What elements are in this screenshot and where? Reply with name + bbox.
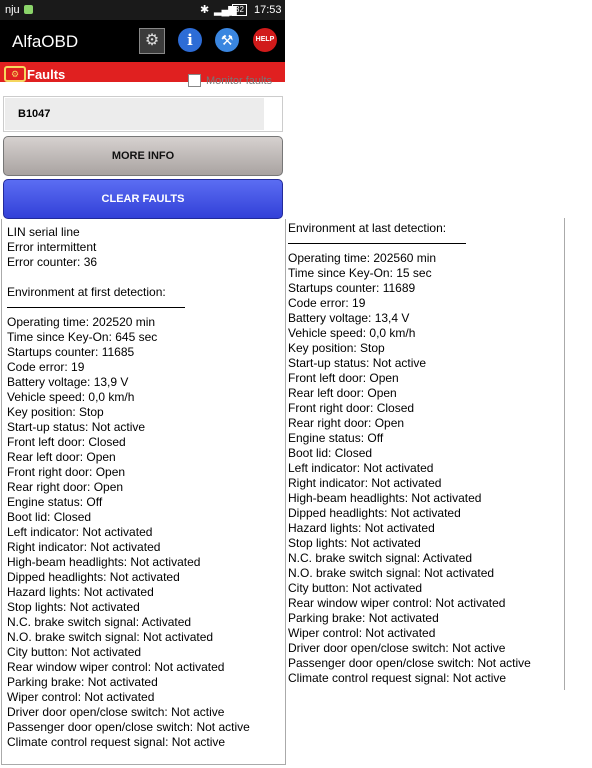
last-detection-text bbox=[288, 221, 531, 685]
intro-line: LIN serial line bbox=[7, 225, 80, 239]
env-line: Key position: Stop bbox=[288, 341, 385, 355]
env-line: Rear right door: Open bbox=[288, 416, 405, 430]
first-detection-panel[interactable] bbox=[1, 219, 286, 765]
env-line: N.O. brake switch signal: Not activated bbox=[7, 630, 214, 644]
env-line: Operating time: 202560 min bbox=[288, 251, 437, 265]
env-line: Wiper control: Not activated bbox=[288, 626, 436, 640]
env-line: Rear left door: Open bbox=[7, 450, 116, 464]
env-line: Vehicle speed: 0,0 km/h bbox=[288, 326, 416, 340]
env-line: Passenger door open/close switch: Not active bbox=[288, 656, 531, 670]
env-line: Time since Key-On: 645 sec bbox=[7, 330, 158, 344]
wrench-icon[interactable]: ⚒ bbox=[215, 28, 239, 52]
clear-faults-button[interactable]: CLEAR FAULTS bbox=[3, 179, 283, 219]
intro-line: Error intermittent bbox=[7, 240, 97, 254]
env-line: Rear left door: Open bbox=[288, 386, 397, 400]
env-line: Startups counter: 11685 bbox=[7, 345, 135, 359]
env-line: N.C. brake switch signal: Activated bbox=[7, 615, 192, 629]
more-info-button[interactable]: MORE INFO bbox=[3, 136, 283, 176]
env-line: Rear window wiper control: Not activated bbox=[7, 660, 225, 674]
first-detection-text bbox=[7, 225, 250, 749]
env-line: Stop lights: Not activated bbox=[7, 600, 140, 614]
first-env-title: Environment at first detection: bbox=[7, 285, 166, 299]
status-bar bbox=[0, 0, 285, 20]
env-line: Key position: Stop bbox=[7, 405, 104, 419]
faults-title: Faults bbox=[27, 67, 66, 82]
sim-icon bbox=[24, 5, 33, 14]
env-line: Front right door: Closed bbox=[288, 401, 415, 415]
app-bar bbox=[0, 20, 285, 62]
env-line: Climate control request signal: Not active bbox=[7, 735, 226, 749]
env-line: N.O. brake switch signal: Not activated bbox=[288, 566, 495, 580]
divider bbox=[7, 300, 250, 315]
env-line: Time since Key-On: 15 sec bbox=[288, 266, 432, 280]
clock: 17:53 bbox=[254, 4, 282, 16]
env-line: Front left door: Closed bbox=[7, 435, 126, 449]
env-line: Rear right door: Open bbox=[7, 480, 124, 494]
env-line: Stop lights: Not activated bbox=[288, 536, 421, 550]
env-line: Climate control request signal: Not active bbox=[288, 671, 507, 685]
env-line: Code error: 19 bbox=[7, 360, 85, 374]
env-line: Start-up status: Not active bbox=[7, 420, 146, 434]
env-line: Front right door: Open bbox=[7, 465, 126, 479]
env-line: Driver door open/close switch: Not active bbox=[7, 705, 225, 719]
env-line: Parking brake: Not activated bbox=[7, 675, 158, 689]
env-line: Right indicator: Not activated bbox=[7, 540, 161, 554]
env-line: Dipped headlights: Not activated bbox=[288, 506, 461, 520]
env-line: Boot lid: Closed bbox=[288, 446, 373, 460]
env-line: Passenger door open/close switch: Not active bbox=[7, 720, 250, 734]
env-line: Wiper control: Not activated bbox=[7, 690, 155, 704]
env-line: Battery voltage: 13,9 V bbox=[7, 375, 129, 389]
monitor-faults-label: Monitor faults bbox=[206, 75, 273, 87]
divider bbox=[288, 236, 531, 251]
carrier-label: nju bbox=[5, 4, 20, 16]
info-icon[interactable]: i bbox=[178, 28, 202, 52]
fault-code-field[interactable] bbox=[3, 96, 283, 132]
env-line: Driver door open/close switch: Not active bbox=[288, 641, 506, 655]
signal-icon: ▂▄▆ bbox=[214, 4, 236, 16]
env-line: Left indicator: Not activated bbox=[288, 461, 434, 475]
env-line: Battery voltage: 13,4 V bbox=[288, 311, 410, 325]
last-detection-panel[interactable] bbox=[285, 218, 565, 690]
env-line: Startups counter: 11689 bbox=[288, 281, 416, 295]
env-line: Left indicator: Not activated bbox=[7, 525, 153, 539]
fault-code-value: B1047 bbox=[18, 108, 51, 120]
scrollbar-edge bbox=[564, 218, 565, 690]
env-line: Engine status: Off bbox=[288, 431, 384, 445]
env-line: Parking brake: Not activated bbox=[288, 611, 439, 625]
engine-fault-icon: ⚙ bbox=[4, 66, 26, 82]
env-line: Rear window wiper control: Not activated bbox=[288, 596, 506, 610]
env-line: Hazard lights: Not activated bbox=[288, 521, 435, 535]
env-line: City button: Not activated bbox=[288, 581, 423, 595]
env-line: High-beam headlights: Not activated bbox=[7, 555, 201, 569]
env-line: City button: Not activated bbox=[7, 645, 142, 659]
app-title: AlfaOBD bbox=[12, 32, 79, 51]
monitor-faults-checkbox[interactable] bbox=[188, 74, 201, 87]
battery-indicator: 32 bbox=[232, 4, 247, 16]
env-line: Right indicator: Not activated bbox=[288, 476, 442, 490]
gear-icon[interactable]: ⚙ bbox=[139, 28, 165, 54]
first-env-lines bbox=[7, 315, 250, 749]
bluetooth-icon: ✱ bbox=[200, 4, 210, 16]
help-button[interactable]: HELP bbox=[253, 28, 277, 52]
faults-header bbox=[0, 62, 285, 90]
env-line: Start-up status: Not active bbox=[288, 356, 427, 370]
env-line: High-beam headlights: Not activated bbox=[288, 491, 482, 505]
env-line: Hazard lights: Not activated bbox=[7, 585, 154, 599]
env-line: Engine status: Off bbox=[7, 495, 103, 509]
env-line: Operating time: 202520 min bbox=[7, 315, 156, 329]
last-env-title: Environment at last detection: bbox=[288, 221, 447, 235]
env-line: Code error: 19 bbox=[288, 296, 366, 310]
env-line: Dipped headlights: Not activated bbox=[7, 570, 180, 584]
intro-line: Error counter: 36 bbox=[7, 255, 98, 269]
env-line: N.C. brake switch signal: Activated bbox=[288, 551, 473, 565]
env-line: Vehicle speed: 0,0 km/h bbox=[7, 390, 135, 404]
last-env-lines bbox=[288, 251, 531, 685]
spacer bbox=[7, 270, 250, 285]
env-line: Front left door: Open bbox=[288, 371, 399, 385]
env-line: Boot lid: Closed bbox=[7, 510, 92, 524]
